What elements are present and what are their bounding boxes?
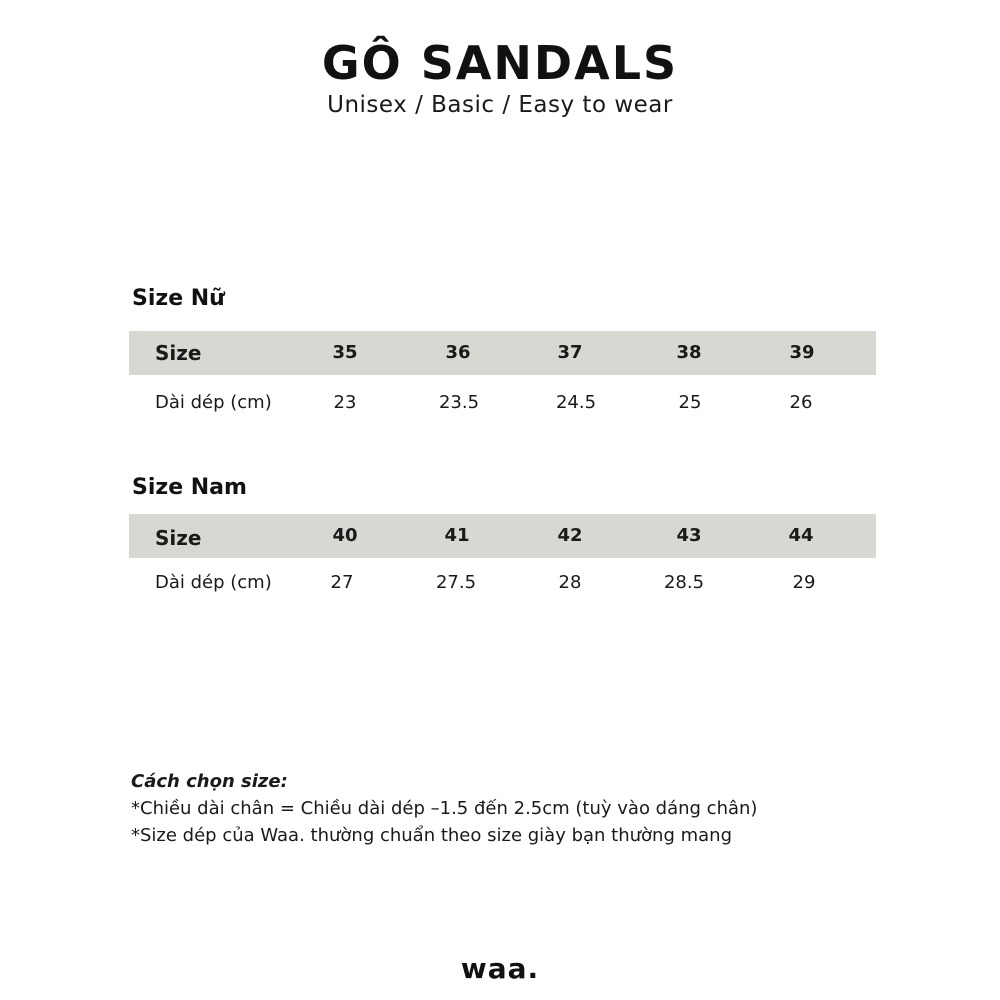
size-guide-notes bbox=[131, 768, 757, 849]
men-size-cell: 42 bbox=[557, 525, 583, 546]
women-size-cell: 36 bbox=[445, 342, 471, 363]
women-size-cell: 39 bbox=[789, 342, 815, 363]
brand-logo: waa. bbox=[460, 952, 540, 985]
women-length-cell: 26 bbox=[789, 392, 813, 413]
men-length-row bbox=[129, 561, 876, 605]
men-length-cell: 29 bbox=[792, 572, 816, 593]
men-length-cell: 27 bbox=[330, 572, 354, 593]
men-length-cell: 27.5 bbox=[435, 572, 477, 593]
women-length-cell: 23 bbox=[333, 392, 357, 413]
women-length-row bbox=[129, 381, 876, 425]
men-length-label: Dài dép (cm) bbox=[155, 572, 272, 593]
men-size-cell: 44 bbox=[788, 525, 814, 546]
men-length-cell: 28 bbox=[558, 572, 582, 593]
women-size-row bbox=[129, 331, 876, 375]
women-size-label: Size bbox=[155, 341, 202, 365]
page-subtitle: Unisex / Basic / Easy to wear bbox=[327, 92, 673, 118]
women-length-cell: 25 bbox=[678, 392, 702, 413]
women-size-cell: 38 bbox=[676, 342, 702, 363]
women-size-cell: 37 bbox=[557, 342, 583, 363]
notes-line: *Chiều dài chân = Chiều dài dép –1.5 đến 2.5cm (tuỳ vào dáng chân) bbox=[131, 798, 758, 819]
men-size-row bbox=[129, 514, 876, 558]
men-size-label: Size bbox=[155, 526, 202, 550]
women-length-label: Dài dép (cm) bbox=[155, 392, 272, 413]
women-size-cell: 35 bbox=[332, 342, 358, 363]
men-size-cell: 41 bbox=[444, 525, 470, 546]
section-title-women: Size Nữ bbox=[132, 286, 225, 311]
men-size-cell: 40 bbox=[332, 525, 358, 546]
section-title-men: Size Nam bbox=[132, 475, 247, 500]
men-size-cell: 43 bbox=[676, 525, 702, 546]
women-length-cell: 24.5 bbox=[555, 392, 597, 413]
page-title: GÔ SANDALS bbox=[321, 36, 679, 90]
notes-line: *Size dép của Waa. thường chuẩn theo size giày bạn thường mang bbox=[131, 825, 732, 846]
women-length-cell: 23.5 bbox=[438, 392, 480, 413]
men-length-cell: 28.5 bbox=[663, 572, 705, 593]
notes-heading: Cách chọn size: bbox=[131, 771, 288, 792]
